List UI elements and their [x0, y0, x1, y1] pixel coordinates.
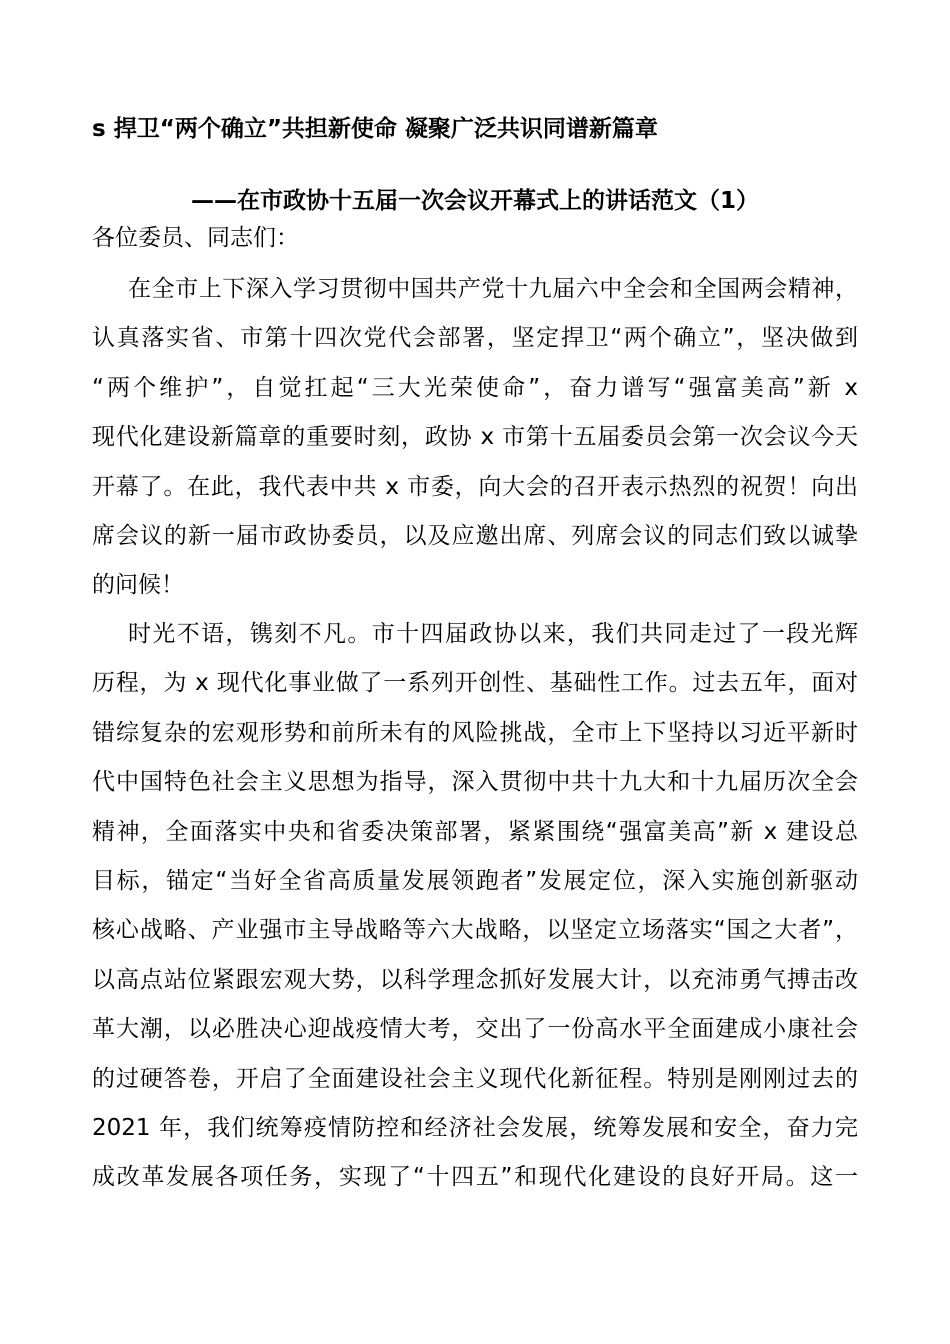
- paragraph-line: 的过硬答卷，开启了全面建设社会主义现代化新征程。特别是刚刚过去的: [92, 1065, 858, 1092]
- paragraph-2: [92, 621, 858, 1227]
- paragraph-line: 革大潮，以必胜决心迎战疫情大考，交出了一份高水平全面建成小康社会: [92, 1016, 858, 1043]
- paragraph-line: 以高点站位紧跟宏观大势，以科学理念抓好发展大计，以充沛勇气搏击改: [92, 966, 858, 993]
- paragraph-line: 成改革发展各项任务，实现了“十四五”和现代化建设的良好开局。这一: [92, 1164, 858, 1191]
- paragraph-line: 2021 年，我们统筹疫情防控和经济社会发展，统筹发展和安全，奋力完: [92, 1114, 858, 1141]
- paragraph-line: 现代化建设新篇章的重要时刻，政协 x 市第十五届委员会第一次会议今天: [92, 424, 858, 451]
- paragraph-line: 席会议的新一届市政协委员，以及应邀出席、列席会议的同志们致以诚挚: [92, 522, 858, 549]
- paragraph-line: “两个维护”，自觉扛起“三大光荣使命”，奋力谱写“强富美高”新 x: [92, 374, 858, 401]
- paragraph-line: 错综复杂的宏观形势和前所未有的风险挑战，全市上下坚持以习近平新时: [92, 719, 858, 746]
- paragraph-line: 历程，为 x 现代化事业做了一系列开创性、基础性工作。过去五年，面对: [92, 670, 858, 697]
- paragraph-line: 目标，锚定“当好全省高质量发展领跑者”发展定位，深入实施创新驱动: [92, 867, 858, 894]
- paragraph-line: 时光不语，镌刻不凡。市十四届政协以来，我们共同走过了一段光辉: [128, 621, 858, 647]
- paragraph-1: [92, 276, 858, 635]
- document-title: s 捍卫“两个确立”共担新使命 凝聚广泛共识同谱新篇章: [92, 116, 658, 142]
- paragraph-line: 开幕了。在此，我代表中共 x 市委，向大会的召开表示热烈的祝贺！向出: [92, 473, 858, 500]
- paragraph-line: 认真落实省、市第十四次党代会部署，坚定捍卫“两个确立”，坚决做到: [92, 325, 858, 352]
- document-subtitle: ——在市政协十五届一次会议开幕式上的讲话范文（1）: [190, 188, 759, 214]
- paragraph-line: 精神，全面落实中央和省委决策部署，紧紧围绕“强富美高”新 x 建设总: [92, 818, 858, 845]
- salutation: 各位委员、同志们：: [92, 225, 299, 251]
- paragraph-line: 在全市上下深入学习贯彻中国共产党十九届六中全会和全国两会精神，: [128, 276, 858, 302]
- paragraph-line: 的问候！: [92, 572, 184, 599]
- paragraph-line: 核心战略、产业强市主导战略等六大战略，以坚定立场落实“国之大者”，: [92, 917, 858, 944]
- paragraph-line: 代中国特色社会主义思想为指导，深入贯彻中共十九大和十九届历次全会: [92, 769, 858, 796]
